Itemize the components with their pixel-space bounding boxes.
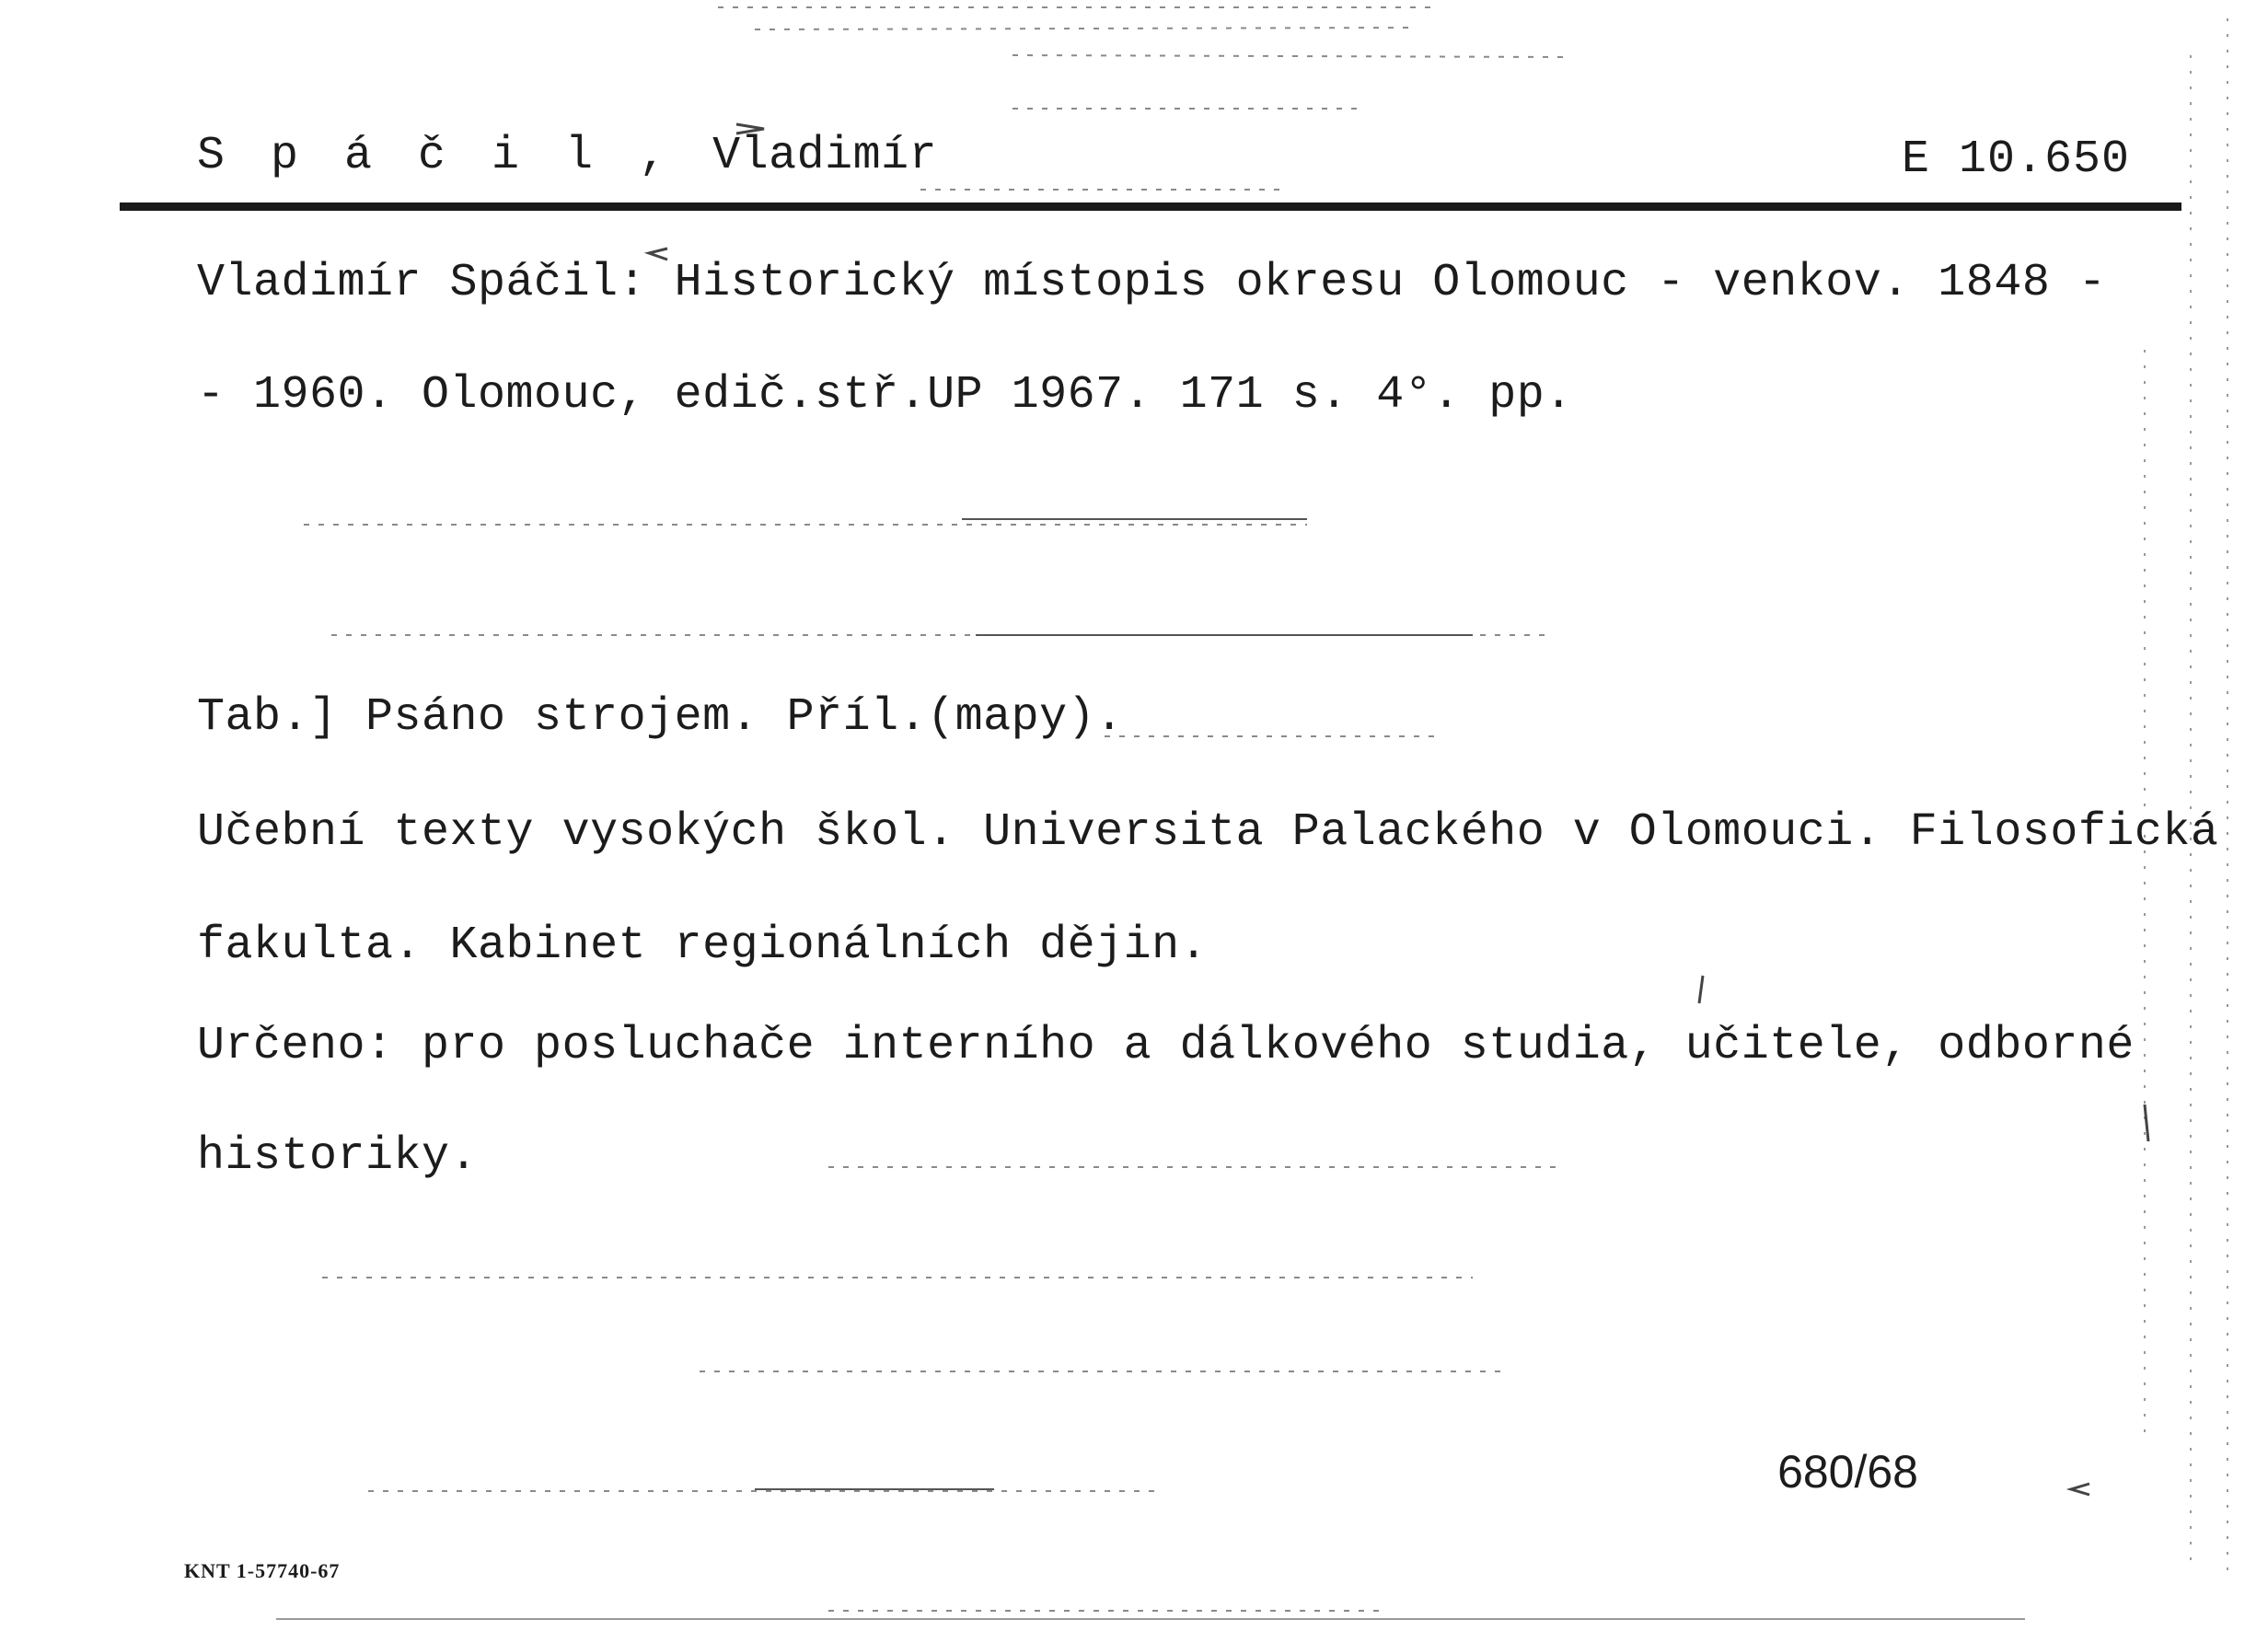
physical-note: Tab.] Psáno strojem. Příl.(mapy). xyxy=(197,691,1124,744)
author-separator: , xyxy=(602,130,713,182)
title-line-1: Vladimír Spáčil: Historický místopis okresu Olomouc - venkov. 1848 - xyxy=(197,257,2107,309)
author-surname: S p á č i l xyxy=(197,130,603,182)
series-note-line-2: fakulta. Kabinet regionálních dějin. xyxy=(197,920,1209,972)
author-given-name: Vladimír xyxy=(712,130,938,182)
accession-number: 680/68 xyxy=(1777,1446,1918,1498)
card-bottom-edge xyxy=(276,1618,2025,1620)
audience-note-line-2: historiky. xyxy=(197,1130,479,1183)
series-note-line-1: Učební texty vysokých škol. Universita Palackého v Olomouci. Filosofická xyxy=(197,806,2219,859)
title-line-2: - 1960. Olomouc, edič.stř.UP 1967. 171 s. 4°. pp. xyxy=(197,369,1573,422)
author-heading xyxy=(197,130,938,182)
heading-rule xyxy=(120,202,2181,211)
shelf-signature: E 10.650 xyxy=(1901,133,2130,186)
printer-code: KNT 1-57740-67 xyxy=(184,1559,341,1582)
audience-note-line-1: Určeno: pro posluchače interního a dálkového studia, učitele, odborné xyxy=(197,1020,2135,1072)
